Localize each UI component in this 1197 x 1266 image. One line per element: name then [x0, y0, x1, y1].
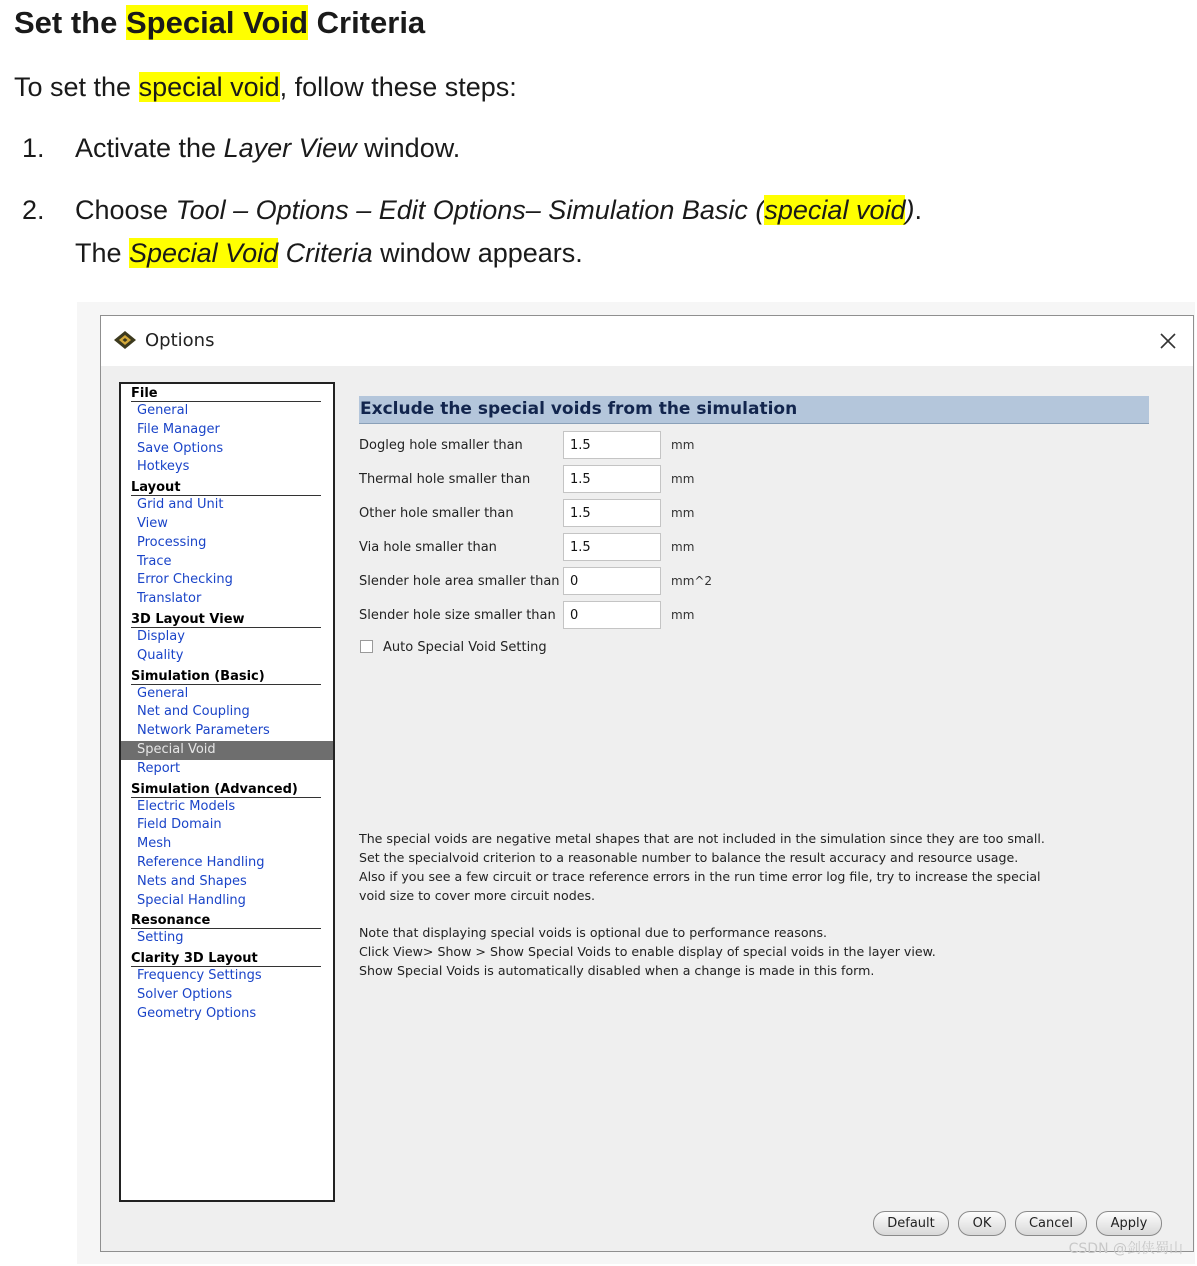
- nav-item[interactable]: Electric Models: [137, 798, 236, 814]
- nav-group-heading: Resonance: [131, 912, 321, 929]
- nav-item[interactable]: Nets and Shapes: [137, 873, 247, 889]
- nav-item[interactable]: File Manager: [137, 421, 220, 437]
- nav-item[interactable]: Hotkeys: [137, 459, 190, 475]
- nav-item[interactable]: Trace: [137, 553, 172, 569]
- watermark: CSDN @剑侠蜀山: [1068, 1241, 1183, 1257]
- nav-item[interactable]: Special Handling: [137, 892, 246, 908]
- nav-item[interactable]: Net and Coupling: [137, 704, 250, 720]
- window-title: Options: [145, 330, 215, 351]
- unit-label: mm: [671, 506, 695, 520]
- note-line: Click View> Show > Show Special Voids to enable display of special voids in the layer view.: [359, 944, 936, 959]
- options-dialog: [100, 315, 1194, 1252]
- criterion-label: Thermal hole smaller than: [359, 472, 531, 487]
- criterion-row: [359, 567, 759, 597]
- nav-item[interactable]: Solver Options: [137, 986, 233, 1002]
- options-nav-tree: [119, 382, 335, 1202]
- nav-group-heading: Simulation (Basic): [131, 668, 321, 685]
- step-2: 2. Choose Tool – Options – Edit Options– Simulation Basic (special void). The Special Void Criteria window appears.: [22, 189, 75, 232]
- nav-item[interactable]: Setting: [137, 930, 184, 946]
- nav-item[interactable]: Frequency Settings: [137, 968, 262, 984]
- unit-label: mm: [671, 472, 695, 486]
- criterion-input[interactable]: [563, 533, 661, 561]
- display-note: [359, 923, 936, 980]
- apply-button[interactable]: Apply: [1096, 1211, 1162, 1236]
- nav-item[interactable]: Network Parameters: [137, 723, 270, 739]
- criterion-row: [359, 601, 759, 631]
- unit-label: mm: [671, 438, 695, 452]
- nav-item[interactable]: Display: [137, 628, 185, 644]
- step-number: 1.: [22, 133, 45, 163]
- nav-item[interactable]: Error Checking: [137, 572, 233, 588]
- nav-item[interactable]: View: [137, 515, 168, 531]
- nav-item[interactable]: Reference Handling: [137, 854, 265, 870]
- panel-header: Exclude the special voids from the simulation: [359, 396, 1149, 424]
- criterion-label: Slender hole size smaller than: [359, 608, 556, 623]
- criterion-label: Via hole smaller than: [359, 540, 497, 555]
- nav-item[interactable]: Special Void: [121, 741, 333, 760]
- criterion-label: Slender hole area smaller than: [359, 574, 560, 589]
- nav-group-heading: Simulation (Advanced): [131, 781, 321, 798]
- step-1: 1. Activate the Layer View window.: [22, 127, 75, 170]
- nav-item[interactable]: Geometry Options: [137, 1005, 257, 1021]
- title-bar: [101, 316, 1193, 366]
- criterion-input[interactable]: [563, 601, 661, 629]
- cancel-button[interactable]: Cancel: [1015, 1211, 1087, 1236]
- nav-item[interactable]: Processing: [137, 534, 207, 550]
- unit-label: mm^2: [671, 574, 713, 588]
- criterion-row: [359, 533, 759, 563]
- auto-special-void-checkbox[interactable]: [360, 640, 373, 653]
- note-line: Set the specialvoid criterion to a reasonable number to balance the result accuracy and resource usage.: [359, 850, 1019, 865]
- nav-item[interactable]: Quality: [137, 647, 184, 663]
- step-highlight: special void: [764, 195, 906, 225]
- nav-group-heading: 3D Layout View: [131, 611, 321, 628]
- auto-special-void-row: [359, 639, 659, 657]
- unit-label: mm: [671, 540, 695, 554]
- intro-highlight: special void: [138, 72, 280, 102]
- doc-intro: To set the special void, follow these steps:: [14, 72, 517, 102]
- note-line: The special voids are negative metal shapes that are not included in the simulation since they are too small.: [359, 831, 1045, 846]
- nav-group-heading: Layout: [131, 479, 321, 496]
- criterion-input[interactable]: [563, 499, 661, 527]
- criterion-row: [359, 431, 759, 461]
- criterion-input[interactable]: [563, 465, 661, 493]
- criterion-label: Dogleg hole smaller than: [359, 438, 523, 453]
- description-note: [359, 829, 1045, 905]
- close-icon[interactable]: [1153, 326, 1183, 356]
- checkbox-label: Auto Special Void Setting: [383, 640, 547, 655]
- nav-item[interactable]: Field Domain: [137, 817, 222, 833]
- title-highlight: Special Void: [125, 5, 309, 40]
- nav-group-heading: File: [131, 385, 321, 402]
- unit-label: mm: [671, 608, 695, 622]
- criterion-row: [359, 499, 759, 529]
- nav-item[interactable]: General: [137, 685, 189, 701]
- criterion-row: [359, 465, 759, 495]
- note-line: Show Special Voids is automatically disabled when a change is made in this form.: [359, 963, 875, 978]
- note-line: Also if you see a few circuit or trace reference errors in the run time error log file, try to increase the special: [359, 869, 1041, 884]
- criterion-input[interactable]: [563, 567, 661, 595]
- nav-item[interactable]: Save Options: [137, 440, 224, 456]
- step-highlight-2: Special Void: [129, 238, 279, 268]
- criterion-label: Other hole smaller than: [359, 506, 514, 521]
- app-logo-icon: [113, 330, 137, 350]
- nav-item[interactable]: General: [137, 403, 189, 418]
- nav-item[interactable]: Report: [137, 760, 181, 776]
- note-line: Note that displaying special voids is optional due to performance reasons.: [359, 925, 828, 940]
- note-line: void size to cover more circuit nodes.: [359, 888, 596, 903]
- nav-item[interactable]: Translator: [137, 591, 202, 607]
- ok-button[interactable]: OK: [958, 1211, 1006, 1236]
- criterion-input[interactable]: [563, 431, 661, 459]
- step-number: 2.: [22, 195, 45, 225]
- doc-title: Set the Special Void Criteria: [14, 5, 426, 40]
- nav-group-heading: Clarity 3D Layout: [131, 950, 321, 967]
- nav-item[interactable]: Grid and Unit: [137, 497, 224, 513]
- default-button[interactable]: Default: [873, 1211, 949, 1236]
- nav-item[interactable]: Mesh: [137, 836, 172, 852]
